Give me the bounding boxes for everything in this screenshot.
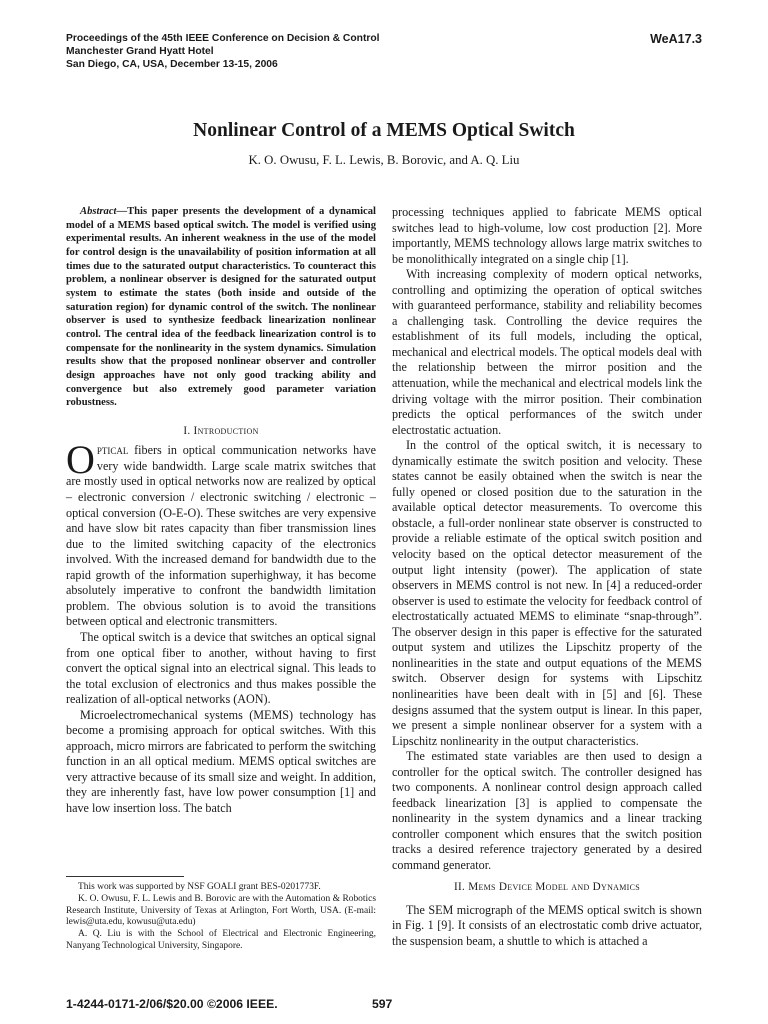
drop-cap: O (66, 437, 95, 483)
copyright-isbn: 1-4244-0171-2/06/$20.00 ©2006 IEEE. (66, 997, 278, 1011)
right-column (392, 205, 702, 874)
paper-title: Nonlinear Control of a MEMS Optical Switch (193, 120, 575, 141)
intro-paragraph-4: processing techniques applied to fabricate MEMS optical switches lead to high-volume, low cost production [2]. More importantly, MEMS technology allows large matrix switches to be monolithically integrated on a single chip [1]. (392, 205, 702, 266)
intro-paragraph-2: The optical switch is a device that switches an optical signal from one optical fiber to another, without having to first convert the optical signal into an electrical signal. This leads to the total exclusion of electronics and thus makes possible the realization of all-optical networks (AON). (66, 629, 376, 707)
intro-paragraph-1 (66, 437, 376, 630)
abstract-text: —This paper presents the development of a dynamical model of a MEMS based optical switch. The model is verified using experimental results. An inherent weakness in the use of the model for control design is the unavailability of position information at all times due to the saturated output characteristics. To counteract this problem, a nonlinear observer is designed for the saturated output system to estimate the states (both inside and outside of the saturation region) for dynamic control of the switch. The nonlinear observer is used to synthesize feedback linearization nonlinear control. The central idea of the feedback linearization control is to compensate for the nonlinearity in the system dynamics. Simulation results show that the proposed nonlinear observer and controller design approaches have not only good tracking ability and convergence but also extremely good parameter variation robustness. (66, 206, 376, 409)
intro-paragraph-6: In the control of the optical switch, it is necessary to dynamically estimate the switch position and velocity. These states cannot be easily obtained when the switch is near the fully opened or closed position due to the saturation in the available optical detector measurements. To overcome this obstacle, a full-order nonlinear state observer is constructed to provide a reliable estimate of the optical switch position and velocity based on the optical detector measurement of the output light intensity (power). The application of state observers in MEMS control is not new. In [4] a reduced-order observer is used to estimate the velocity for feedback control of electrostatically actuated MEMS to eliminate “snap-through”. The observer design in this paper is effective for the saturated output system and utilizes the Lipschitz property of the nonlinearities in the state and output equations of the MEMS switch. Observer design for systems with Lipschitz nonlinearities have been dealt with in [5] and [6]. These designs assumed that the system output is linear. In this paper, we present a simple nonlinear observer for a system with a Lipschitz nonlinearity in the output characteristics. (392, 438, 702, 748)
conference-header (66, 32, 546, 72)
paper-authors: K. O. Owusu, F. L. Lewis, B. Borovic, and A. Q. Liu (248, 153, 520, 167)
footnote-divider (66, 876, 184, 877)
footnotes (66, 882, 376, 953)
section-2 (392, 880, 702, 949)
left-column (66, 205, 376, 817)
footnote-affiliation-uta: K. O. Owusu, F. L. Lewis and B. Borovic are with the Automation & Robotics Research Institute, University of Texas at Arlington, Fort Worth, USA. (E-mail: lewis@uta.edu, kowusu@uta.edu) (66, 893, 376, 928)
section-2-paragraph-1: The SEM micrograph of the MEMS optical switch is shown in Fig. 1 [9]. It consists of an electrostatic comb drive actuator, the suspension beam, a shuttle to which is attached a (392, 902, 702, 948)
conference-name: Proceedings of the 45th IEEE Conference on Decision & Control (66, 33, 380, 44)
page-number: 597 (372, 997, 393, 1011)
section-heading-model: II. Mems Device Model and Dynamics (453, 881, 641, 893)
abstract (66, 205, 376, 410)
intro-paragraph-7: The estimated state variables are then used to design a controller for the optical switch. The controller designed has two components. A nonlinear control design approach called feedback linearization [3] is applied to compensate the nonlinearity in the system dynamics and a linear tracking controller component which ensures that the switch position tracks a desired reference trajectory generated by a desired command generator. (392, 749, 702, 872)
first-word-rest: ptical (96, 443, 129, 458)
intro-paragraph-1-text: fibers in optical communication networks have very wide bandwidth. Large scale matrix switches that are mostly used in optical networks now are realized by optical – electronic conversion / electronic switching / electronic – optical conversion (O-E-O). These switches are very expensive and have slow bit rates capacity than fiber transmission lines due to the limited switching capacity of the electronics involved. With the increased demand for bandwidth due to the rapid growth of the information superhighway, it has become absolutely imperative to confront the bandwidth limitation problem. The obvious solution is to avoid the transitions between optical and electronic transmitters. (66, 443, 376, 629)
section-heading-introduction: I. Introduction (183, 424, 259, 437)
conference-venue: Manchester Grand Hyatt Hotel (66, 46, 214, 58)
footnote-funding: This work was supported by NSF GOALI grant BES-0201773F. (78, 882, 321, 892)
abstract-lead: Abstract (80, 206, 117, 217)
footnote-affiliation-ntu: A. Q. Liu is with the School of Electrical and Electronic Engineering, Nanyang Technological University, Singapore. (66, 929, 376, 951)
session-code: WeA17.3 (650, 32, 702, 46)
intro-paragraph-3: Microelectromechanical systems (MEMS) technology has become a promising approach for optical switches. With this approach, micro mirrors are fabricated to perform the switching function in an all optical medium. MEMS optical switches are very attractive because of its small size and weight. In addition, they are inherently fast, have low power consumption [1] and have low insertion loss. The batch (66, 707, 376, 815)
intro-paragraph-5: With increasing complexity of modern optical networks, controlling and optimizing the operation of optical switches with guaranteed performance, stability and reliability becomes a challenging task. Controlling the device requires the establishment of its full models, including the optical, mechanical and electrical models. The optical models deal with the relationship between the mirror position and the attenuation, while the mechanical and electrical models link the driving voltage with the mirror position. Their combination predicts the optical performances of the switch under electrostatic actuation. (392, 267, 702, 437)
conference-location-date: San Diego, CA, USA, December 13-15, 2006 (66, 59, 278, 71)
